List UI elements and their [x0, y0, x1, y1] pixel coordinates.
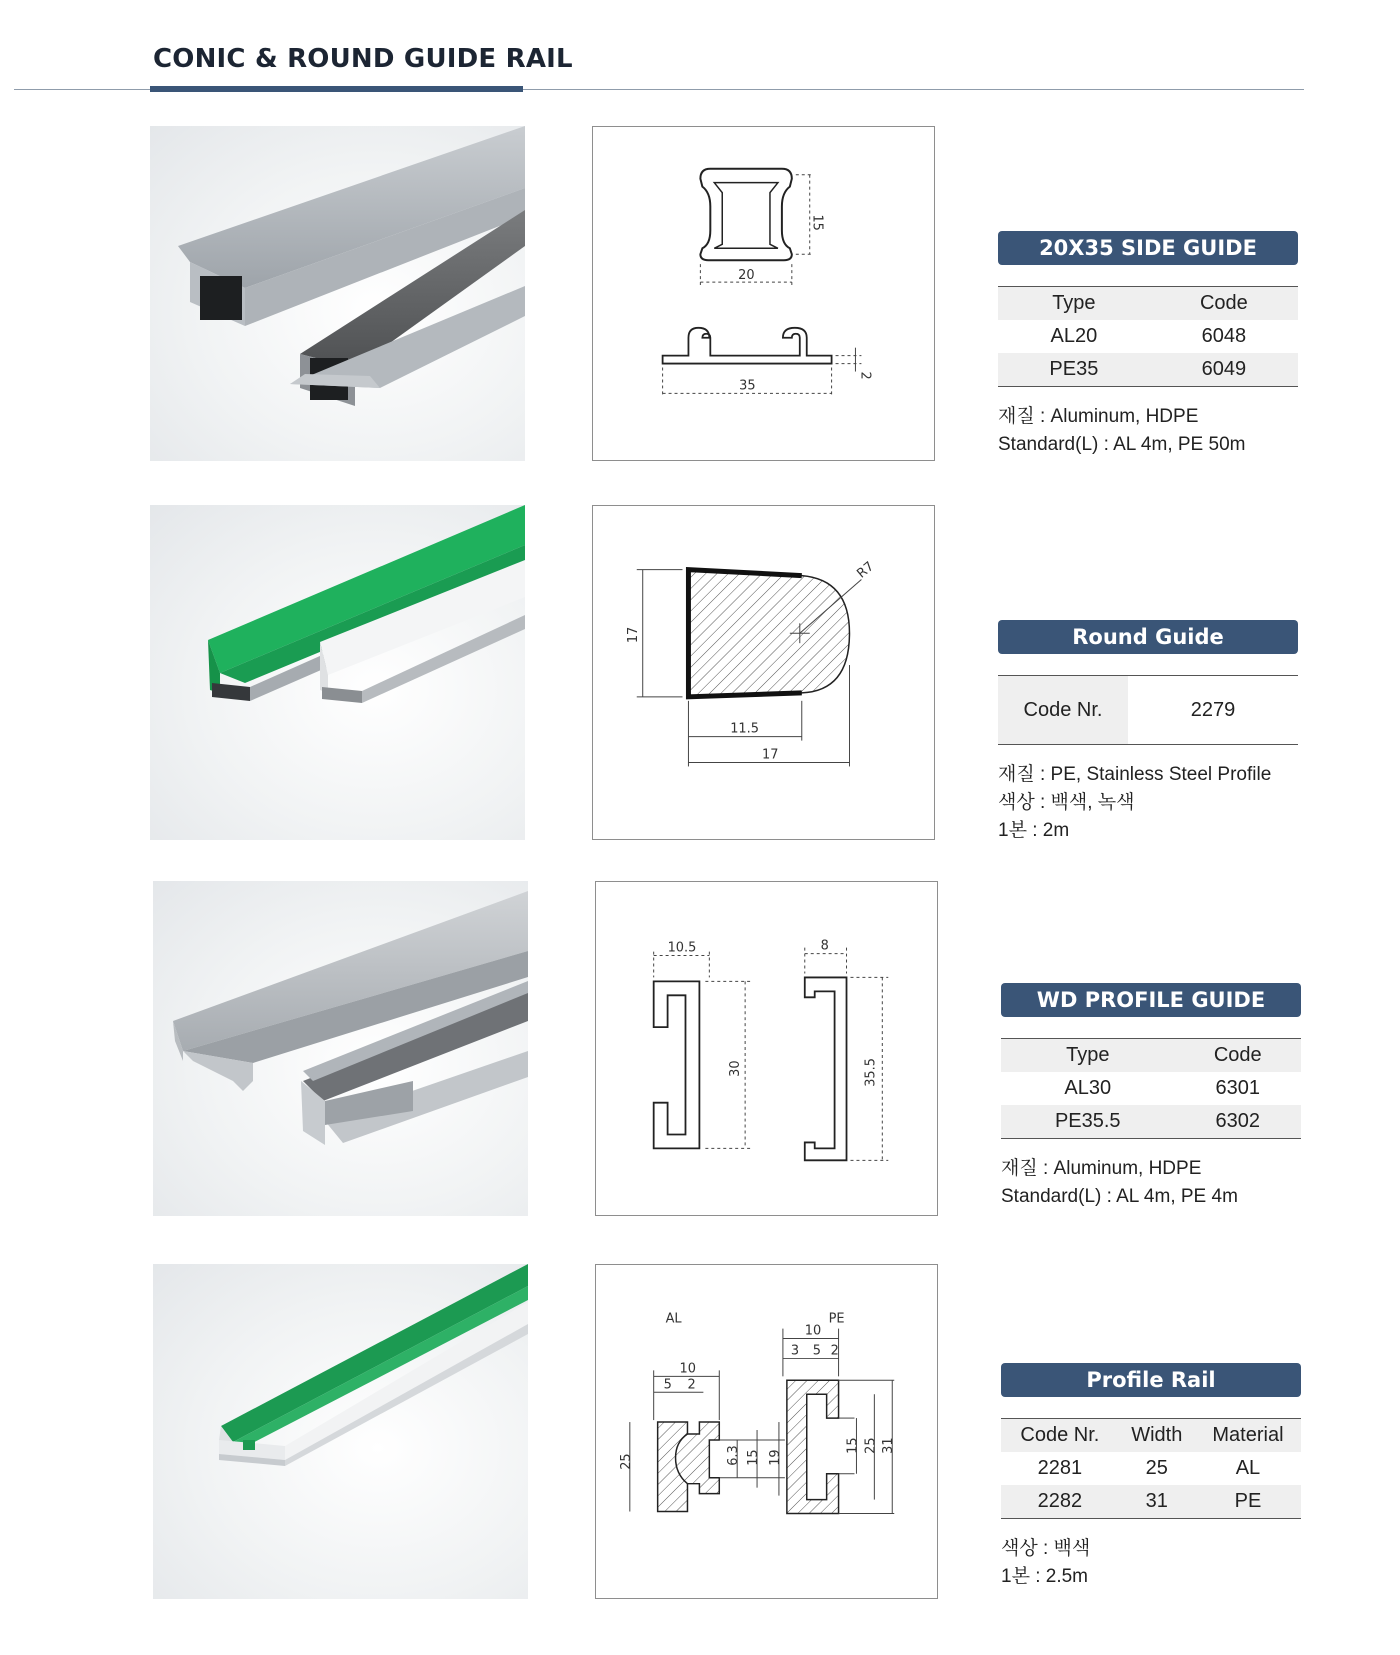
spec-notes: 재질 : Aluminum, HDPE Standard(L) : AL 4m, PE 50m — [998, 406, 1246, 455]
svg-text:20: 20 — [738, 268, 755, 284]
spec-wd-profile-guide — [1001, 983, 1301, 1211]
drawing-wd-profile-guide — [595, 881, 938, 1216]
spec-notes: 색상 : 백색 1본 : 2.5m — [1001, 1538, 1091, 1587]
svg-text:AL: AL — [665, 1311, 682, 1327]
svg-text:35.5: 35.5 — [863, 1058, 879, 1087]
product-photo-profile-rail — [153, 1264, 528, 1599]
drawing-round-guide — [592, 505, 935, 840]
spec-title: WD PROFILE GUIDE — [1001, 983, 1301, 1017]
svg-text:10.5: 10.5 — [667, 940, 697, 956]
table-header-row: Type Code — [1001, 1039, 1301, 1073]
table-row: PE35 6049 — [998, 353, 1298, 387]
spec-table — [1001, 1418, 1301, 1519]
spec-table — [1001, 1038, 1301, 1139]
svg-text:PE: PE — [828, 1311, 845, 1327]
svg-text:25: 25 — [618, 1453, 634, 1470]
svg-text:2: 2 — [830, 1343, 839, 1359]
svg-text:19: 19 — [767, 1449, 783, 1466]
product-photo-wd-profile-guide — [153, 881, 528, 1216]
svg-text:10: 10 — [679, 1361, 696, 1377]
spec-table — [998, 675, 1298, 745]
table-row: PE35.5 6302 — [1001, 1105, 1301, 1139]
svg-text:35: 35 — [739, 378, 756, 394]
svg-text:6.3: 6.3 — [726, 1445, 742, 1466]
svg-text:8: 8 — [820, 938, 829, 954]
product-photo-round-guide — [150, 505, 525, 840]
svg-text:3: 3 — [790, 1343, 800, 1359]
spec-side-guide — [998, 231, 1298, 459]
title-accent-bar — [150, 86, 523, 92]
svg-text:10: 10 — [804, 1323, 822, 1339]
spec-profile-rail — [1001, 1363, 1301, 1591]
table-row: AL30 6301 — [1064, 1077, 1261, 1099]
svg-text:5: 5 — [663, 1377, 672, 1393]
svg-text:17: 17 — [625, 626, 641, 644]
drawing-profile-rail — [595, 1264, 938, 1599]
table-row: Code Nr. 2279 — [998, 676, 1298, 745]
table-header-row: Type Code — [998, 287, 1298, 321]
product-photo-side-guide — [150, 126, 525, 461]
spec-title: Round Guide — [998, 620, 1298, 654]
table-row: 2282 31 PE — [1001, 1485, 1301, 1519]
svg-text:R7: R7 — [854, 559, 878, 582]
table-row: AL20 6048 — [1050, 325, 1247, 347]
spec-title: Profile Rail — [1001, 1363, 1301, 1397]
svg-text:2: 2 — [687, 1377, 696, 1393]
svg-text:30: 30 — [728, 1060, 744, 1077]
spec-round-guide — [998, 620, 1298, 845]
svg-text:15: 15 — [809, 214, 825, 231]
svg-text:31: 31 — [881, 1437, 897, 1454]
table-header-row: Code Nr. Width Material — [1001, 1419, 1301, 1453]
svg-text:15: 15 — [746, 1449, 762, 1466]
svg-text:15: 15 — [845, 1437, 861, 1454]
page-title: CONIC & ROUND GUIDE RAIL — [153, 44, 573, 74]
svg-text:2: 2 — [857, 371, 873, 380]
svg-text:25: 25 — [863, 1437, 879, 1454]
drawing-side-guide — [592, 126, 935, 461]
svg-text:17: 17 — [762, 747, 779, 763]
spec-notes: 재질 : Aluminum, HDPE Standard(L) : AL 4m, PE 4m — [1001, 1158, 1238, 1207]
spec-notes: 재질 : PE, Stainless Steel Profile 색상 : 백색, 녹색 1본 : 2m — [998, 764, 1272, 841]
svg-text:11.5: 11.5 — [730, 721, 759, 737]
spec-title: 20X35 SIDE GUIDE — [998, 231, 1298, 265]
table-row: 2281 25 AL — [1037, 1457, 1261, 1479]
spec-table — [998, 286, 1298, 387]
svg-text:5: 5 — [812, 1343, 821, 1359]
